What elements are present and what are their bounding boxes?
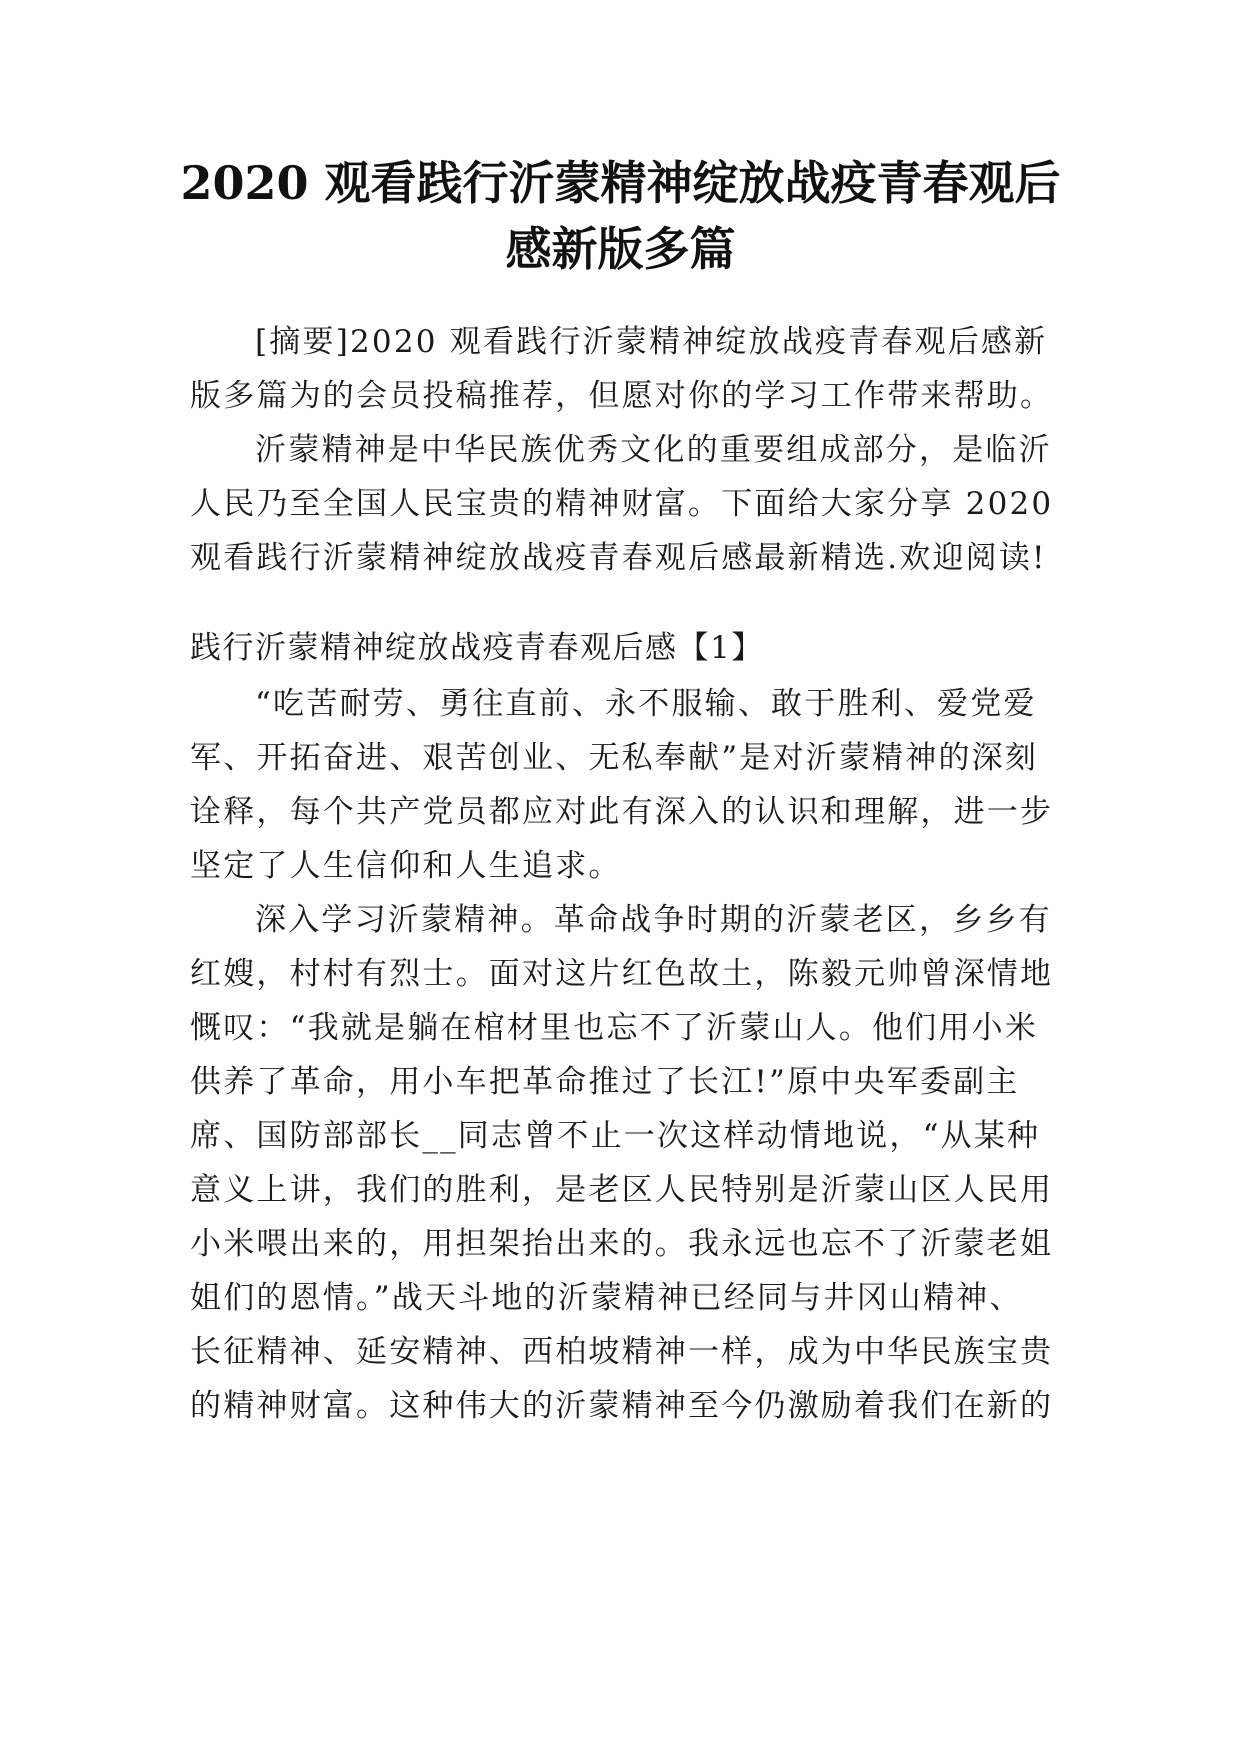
body-line-5: 深入学习沂蒙精神。革命战争时期的沂蒙老区，乡乡有: [255, 902, 1052, 938]
body-line-14: 的精神财富。这种伟大的沂蒙精神至今仍激励着我们在新的: [190, 1388, 1054, 1424]
body-line-7: 慨叹：“我就是躺在棺材里也忘不了沂蒙山人。他们用小米: [190, 1010, 1039, 1046]
section-heading: 践行沂蒙精神绽放战疫青春观后感【1】: [190, 630, 764, 666]
abstract-line-2: 版多篇为的会员投稿推荐，但愿对你的学习工作带来帮助。: [190, 378, 1054, 414]
intro-line-3: 观看践行沂蒙精神绽放战疫青春观后感最新精选.欢迎阅读!: [190, 540, 1047, 576]
body-line-1: “吃苦耐劳、勇往直前、永不服输、敢于胜利、爱党爱: [255, 686, 1037, 722]
body-line-12: 姐们的恩情。”战天斗地的沂蒙精神已经同与井冈山精神、: [190, 1280, 1023, 1316]
abstract-line-1: [摘要]2020 观看践行沂蒙精神绽放战疫青春观后感新: [255, 324, 1048, 360]
body-line-8: 供养了革命，用小车把革命推过了长江!”原中央军委副主: [190, 1064, 1020, 1100]
body-line-2: 军、开拓奋进、艰苦创业、无私奉献”是对沂蒙精神的深刻: [190, 740, 1039, 776]
body-line-10: 意义上讲，我们的胜利，是老区人民特别是沂蒙山区人民用: [190, 1172, 1054, 1208]
intro-line-1: 沂蒙精神是中华民族优秀文化的重要组成部分，是临沂: [255, 432, 1052, 468]
intro-line-2: 人民乃至全国人民宝贵的精神财富。下面给大家分享 2020: [190, 486, 1054, 522]
body-line-13: 长征精神、延安精神、西柏坡精神一样，成为中华民族宝贵: [190, 1334, 1054, 1370]
document-title-line-2: 感新版多篇: [505, 222, 736, 276]
body-line-4: 坚定了人生信仰和人生追求。: [190, 848, 622, 884]
body-line-6: 红嫂，村村有烈士。面对这片红色故土，陈毅元帅曾深情地: [190, 956, 1054, 992]
document-title-line-1: 2020 观看践行沂蒙精神绽放战疫青春观后: [180, 156, 1061, 210]
body-line-9: 席、国防部部长__同志曾不止一次这样动情地说，“从某种: [190, 1118, 1041, 1154]
body-line-3: 诠释，每个共产党员都应对此有深入的认识和理解，进一步: [190, 794, 1054, 830]
body-line-11: 小米喂出来的，用担架抬出来的。我永远也忘不了沂蒙老姐: [190, 1226, 1054, 1262]
